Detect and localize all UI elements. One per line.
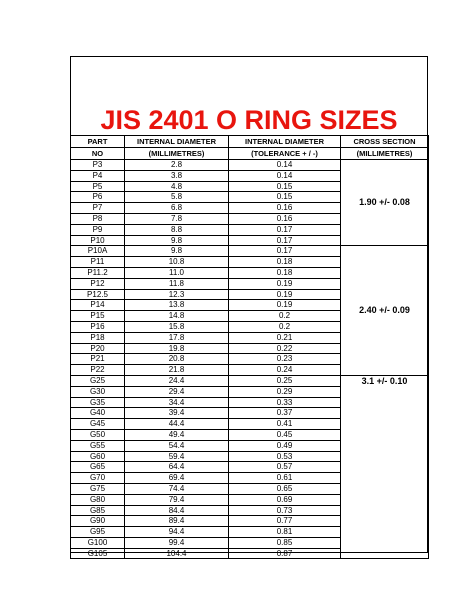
tolerance-cell: 0.49 <box>229 440 341 451</box>
internal-diameter-cell: 21.8 <box>125 365 229 376</box>
tolerance-cell: 0.87 <box>229 548 341 559</box>
internal-diameter-cell: 4.8 <box>125 181 229 192</box>
tolerance-cell: 0.65 <box>229 483 341 494</box>
internal-diameter-cell: 84.4 <box>125 505 229 516</box>
part-no-cell: G85 <box>71 505 125 516</box>
tolerance-cell: 0.14 <box>229 170 341 181</box>
internal-diameter-cell: 12.3 <box>125 289 229 300</box>
part-no-cell: G100 <box>71 537 125 548</box>
internal-diameter-cell: 19.8 <box>125 343 229 354</box>
internal-diameter-cell: 15.8 <box>125 321 229 332</box>
part-no-cell: P10A <box>71 246 125 257</box>
internal-diameter-cell: 3.8 <box>125 170 229 181</box>
tolerance-cell: 0.18 <box>229 257 341 268</box>
tolerance-cell: 0.16 <box>229 213 341 224</box>
cross-section-cell: 3.1 +/- 0.10 <box>341 375 429 559</box>
table-row <box>71 246 429 257</box>
tolerance-cell: 0.17 <box>229 235 341 246</box>
internal-diameter-cell: 49.4 <box>125 429 229 440</box>
part-no-cell: G55 <box>71 440 125 451</box>
header-tolerance: INTERNAL DIAMETER <box>229 136 341 148</box>
part-no-cell: G45 <box>71 419 125 430</box>
part-no-cell: G90 <box>71 516 125 527</box>
internal-diameter-cell: 89.4 <box>125 516 229 527</box>
part-no-cell: G30 <box>71 386 125 397</box>
internal-diameter-cell: 64.4 <box>125 462 229 473</box>
header-internal-diameter: INTERNAL DIAMETER <box>125 136 229 148</box>
part-no-cell: P9 <box>71 224 125 235</box>
internal-diameter-cell: 94.4 <box>125 527 229 538</box>
part-no-cell: P10 <box>71 235 125 246</box>
tolerance-cell: 0.19 <box>229 278 341 289</box>
tolerance-cell: 0.29 <box>229 386 341 397</box>
header-cross-section: CROSS SECTION <box>341 136 429 148</box>
tolerance-cell: 0.19 <box>229 300 341 311</box>
tolerance-cell: 0.17 <box>229 224 341 235</box>
tolerance-cell: 0.21 <box>229 332 341 343</box>
internal-diameter-cell: 7.8 <box>125 213 229 224</box>
part-no-cell: G105 <box>71 548 125 559</box>
part-no-cell: G80 <box>71 494 125 505</box>
internal-diameter-cell: 10.8 <box>125 257 229 268</box>
tolerance-cell: 0.17 <box>229 246 341 257</box>
internal-diameter-cell: 11.8 <box>125 278 229 289</box>
page-title: JIS 2401 O RING SIZES <box>100 105 398 135</box>
internal-diameter-cell: 8.8 <box>125 224 229 235</box>
tolerance-cell: 0.61 <box>229 473 341 484</box>
part-no-cell: P5 <box>71 181 125 192</box>
tolerance-cell: 0.14 <box>229 160 341 171</box>
internal-diameter-cell: 9.8 <box>125 235 229 246</box>
part-no-cell: P11 <box>71 257 125 268</box>
tolerance-cell: 0.81 <box>229 527 341 538</box>
part-no-cell: G95 <box>71 527 125 538</box>
tolerance-cell: 0.37 <box>229 408 341 419</box>
internal-diameter-cell: 24.4 <box>125 375 229 386</box>
internal-diameter-cell: 6.8 <box>125 203 229 214</box>
tolerance-cell: 0.25 <box>229 375 341 386</box>
internal-diameter-cell: 69.4 <box>125 473 229 484</box>
part-no-cell: P21 <box>71 354 125 365</box>
internal-diameter-cell: 2.8 <box>125 160 229 171</box>
part-no-cell: P22 <box>71 365 125 376</box>
tolerance-cell: 0.85 <box>229 537 341 548</box>
table-row <box>71 160 429 171</box>
document-sheet <box>70 56 428 558</box>
table-row <box>71 375 429 386</box>
part-no-cell: P8 <box>71 213 125 224</box>
internal-diameter-cell: 99.4 <box>125 537 229 548</box>
part-no-cell: P18 <box>71 332 125 343</box>
part-no-cell: P16 <box>71 321 125 332</box>
tolerance-cell: 0.16 <box>229 203 341 214</box>
part-no-cell: G50 <box>71 429 125 440</box>
tolerance-cell: 0.33 <box>229 397 341 408</box>
internal-diameter-cell: 17.8 <box>125 332 229 343</box>
part-no-cell: P20 <box>71 343 125 354</box>
cross-section-cell: 2.40 +/- 0.09 <box>341 246 429 376</box>
part-no-cell: P12.5 <box>71 289 125 300</box>
cross-section-cell: 1.90 +/- 0.08 <box>341 160 429 246</box>
tolerance-cell: 0.19 <box>229 289 341 300</box>
tolerance-cell: 0.24 <box>229 365 341 376</box>
part-no-cell: P4 <box>71 170 125 181</box>
tolerance-cell: 0.2 <box>229 311 341 322</box>
header-tolerance-sub: (TOLERANCE + / -) <box>229 148 341 160</box>
o-ring-size-table <box>70 135 429 559</box>
part-no-cell: P12 <box>71 278 125 289</box>
tolerance-cell: 0.2 <box>229 321 341 332</box>
part-no-cell: G65 <box>71 462 125 473</box>
part-no-cell: G75 <box>71 483 125 494</box>
tolerance-cell: 0.69 <box>229 494 341 505</box>
part-no-cell: G25 <box>71 375 125 386</box>
internal-diameter-cell: 79.4 <box>125 494 229 505</box>
part-no-cell: P14 <box>71 300 125 311</box>
part-no-cell: P6 <box>71 192 125 203</box>
tolerance-cell: 0.15 <box>229 192 341 203</box>
header-row <box>71 136 429 148</box>
tolerance-cell: 0.22 <box>229 343 341 354</box>
tolerance-cell: 0.45 <box>229 429 341 440</box>
part-no-cell: P7 <box>71 203 125 214</box>
tolerance-cell: 0.23 <box>229 354 341 365</box>
internal-diameter-cell: 104.4 <box>125 548 229 559</box>
internal-diameter-cell: 59.4 <box>125 451 229 462</box>
header-internal-diameter-sub: (MILLIMETRES) <box>125 148 229 160</box>
tolerance-cell: 0.73 <box>229 505 341 516</box>
header-part: PART <box>71 136 125 148</box>
internal-diameter-cell: 11.0 <box>125 267 229 278</box>
header-part-sub: NO <box>71 148 125 160</box>
internal-diameter-cell: 44.4 <box>125 419 229 430</box>
internal-diameter-cell: 39.4 <box>125 408 229 419</box>
table-body <box>71 136 429 559</box>
internal-diameter-cell: 74.4 <box>125 483 229 494</box>
internal-diameter-cell: 20.8 <box>125 354 229 365</box>
tolerance-cell: 0.15 <box>229 181 341 192</box>
tolerance-cell: 0.77 <box>229 516 341 527</box>
internal-diameter-cell: 14.8 <box>125 311 229 322</box>
part-no-cell: P3 <box>71 160 125 171</box>
internal-diameter-cell: 13.8 <box>125 300 229 311</box>
tolerance-cell: 0.53 <box>229 451 341 462</box>
internal-diameter-cell: 9.8 <box>125 246 229 257</box>
internal-diameter-cell: 54.4 <box>125 440 229 451</box>
part-no-cell: P11.2 <box>71 267 125 278</box>
internal-diameter-cell: 29.4 <box>125 386 229 397</box>
header-cross-section-sub: (MILLIMETRES) <box>341 148 429 160</box>
part-no-cell: G35 <box>71 397 125 408</box>
tolerance-cell: 0.57 <box>229 462 341 473</box>
tolerance-cell: 0.41 <box>229 419 341 430</box>
tolerance-cell: 0.18 <box>229 267 341 278</box>
part-no-cell: G60 <box>71 451 125 462</box>
internal-diameter-cell: 34.4 <box>125 397 229 408</box>
part-no-cell: P15 <box>71 311 125 322</box>
part-no-cell: G70 <box>71 473 125 484</box>
internal-diameter-cell: 5.8 <box>125 192 229 203</box>
header-row <box>71 148 429 160</box>
part-no-cell: G40 <box>71 408 125 419</box>
